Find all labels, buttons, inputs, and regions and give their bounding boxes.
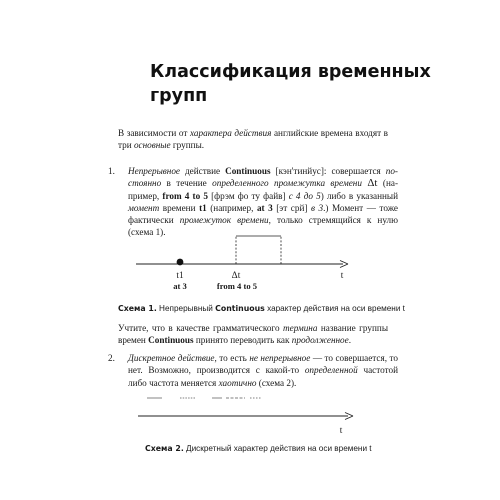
text: Учтите, что в качестве грамматического (118, 323, 283, 333)
text: (на-пример, (128, 178, 399, 201)
scheme-1 (136, 236, 348, 291)
list-number: 1. (108, 166, 115, 176)
intro-text: английские времена входят в три (118, 128, 389, 151)
intro-text: группы. (170, 140, 205, 151)
text: название группы времен (118, 323, 388, 346)
term-bold: at 3 (256, 202, 273, 213)
axis-arrow-2 (345, 413, 353, 417)
caption-label: Схема 1. (118, 304, 157, 313)
term: определенной (304, 365, 358, 376)
text: ) либо в указанный (320, 190, 398, 201)
text: [фрэм фо ту файв] (207, 190, 289, 201)
moment-point (177, 259, 184, 266)
caption-text: Непрерывный (156, 304, 216, 313)
axis-arrow-2 (345, 416, 353, 420)
term-bold: Continuous (148, 335, 194, 346)
page-title-line-2: групп (150, 86, 208, 106)
term-bold: Continuous (225, 166, 271, 176)
term: хаотично (218, 377, 257, 388)
text: .) Момент — тоже фактически (128, 202, 398, 226)
term: с 4 до 5 (288, 190, 321, 201)
label-from-4-to-5: from 4 to 5 (216, 281, 258, 291)
term-bold: t1 (199, 202, 207, 213)
term: момент (128, 202, 160, 213)
label-at-3: at 3 (173, 281, 187, 291)
term: Дискретное действие (128, 353, 215, 363)
text: [эт срй] (272, 202, 311, 213)
caption-text: характер действия на оси времени t (264, 304, 405, 313)
term: по-стоянно (128, 166, 398, 189)
caption-label: Схема 2. (145, 444, 184, 453)
term: продолженное (291, 335, 349, 346)
text: (например, (206, 202, 257, 213)
term: определенного промежутка времени (212, 178, 362, 189)
text: . (348, 335, 352, 346)
term: термина (282, 323, 318, 333)
term: Непрерывное (128, 166, 181, 176)
term-bold: from 4 to 5 (162, 190, 208, 201)
intro-text: В зависимости от (118, 128, 190, 138)
scheme-1-caption (118, 304, 405, 313)
caption-term: Continuous (215, 304, 265, 313)
text: [кэн'тинйус]: совершается (270, 166, 386, 176)
text: действие (180, 166, 226, 176)
term: в 3 (310, 202, 324, 213)
text: частотой либо частота меняется (128, 365, 399, 388)
text: , только стремящийся к нулю (схема 1). (128, 215, 398, 238)
list-number: 2. (108, 353, 115, 363)
delta-t: Δt (367, 177, 378, 190)
scheme-2 (138, 398, 353, 436)
scheme-2-caption (145, 444, 372, 453)
axis-arrow (340, 264, 348, 268)
page-title-line-1: Классификация временных (150, 62, 431, 82)
term: промежуток времени (179, 215, 269, 226)
text: (схема 2). (256, 377, 297, 388)
intro-emphasis: основные (133, 140, 171, 151)
text: в течение (161, 178, 213, 189)
axis-arrow (340, 261, 348, 265)
caption-text: Дискретный характер действия на оси времени t (183, 444, 372, 453)
label-t: t (340, 271, 344, 281)
label-t-2: t (339, 426, 343, 436)
text: , то есть (214, 353, 250, 363)
intro-emphasis: характера действия (189, 128, 272, 138)
text: времени (159, 202, 200, 213)
text: — то совершается, то нет. Возможно, производится с какой-то (128, 353, 398, 376)
text: принято переводить как (193, 335, 292, 346)
term: не непрерывное (249, 353, 311, 363)
label-t1: t1 (176, 271, 184, 281)
label-delta-t: Δt (231, 271, 241, 281)
list-item-discrete (108, 352, 399, 389)
note-paragraph (118, 322, 388, 347)
